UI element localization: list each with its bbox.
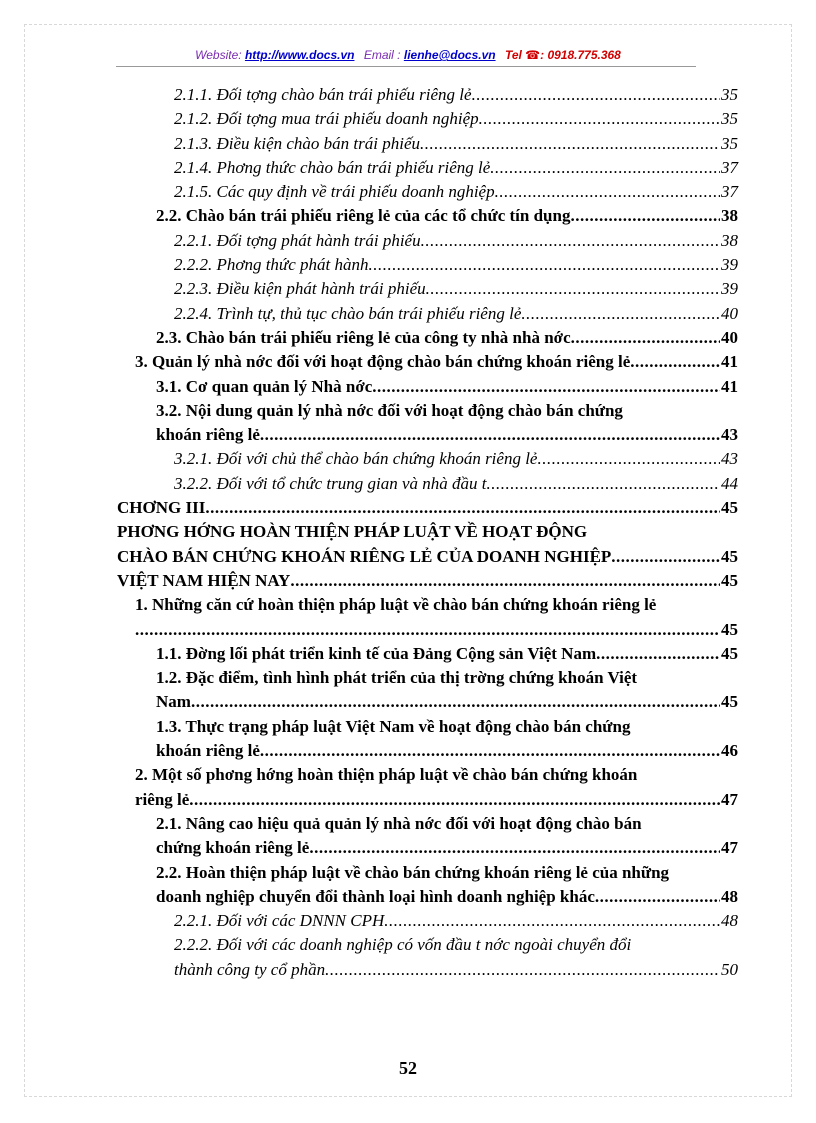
toc-entry: 2.2.1. Đối với các DNNN CPH ..... 48 [174, 909, 738, 933]
toc-page-number: 45 [721, 643, 738, 663]
toc-entry: 2.2.4. Trình tự, thủ tục chào bán trái phiếu riêng lẻ ..... 40 [174, 302, 738, 326]
page-number: 52 [399, 1058, 417, 1078]
toc-page-number: 48 [721, 886, 738, 906]
toc-entry: 2.1.4. Phơng thức chào bán trái phiếu riêng lẻ ..... 37 [174, 156, 738, 180]
toc-page-number: 45 [721, 692, 738, 712]
toc-page-number: 35 [721, 109, 738, 129]
toc-page-number: 38 [721, 230, 738, 250]
toc-entry: 2.2.1. Đối tợng phát hành trái phiếu ..... 38 [174, 229, 738, 253]
toc-entry: khoán riêng lẻ ..... 43 [156, 423, 738, 447]
toc-page-number: 39 [721, 279, 738, 299]
toc-page-number: 46 [721, 741, 738, 761]
toc-page-number: 44 [721, 473, 738, 493]
toc-page-number: 48 [721, 911, 738, 931]
website-link[interactable]: http://www.docs.vn [244, 48, 355, 62]
toc-entry-lead: 1. Những căn cứ hoàn thiện pháp luật về chào bán chứng khoán riêng lẻ [135, 595, 657, 615]
header-divider [116, 66, 696, 67]
phone-number: 0918.775.368 [547, 48, 621, 62]
toc-entry-lead: 2.1. Nâng cao hiệu quả quản lý nhà nớc đối với hoạt động chào bán [156, 813, 642, 833]
toc-entry: CHƠNG III ..... 45 [117, 496, 738, 520]
toc-page-number: 45 [721, 498, 738, 518]
toc-entry-lead: 1.3. Thực trạng pháp luật Việt Nam về hoạt động chào bán chứng [156, 716, 631, 736]
toc-entry: 3.1. Cơ quan quản lý Nhà nớc ..... 41 [156, 375, 738, 399]
toc-entry-lead: 1.2. Đặc điểm, tình hình phát triển của thị trờng chứng khoán Việt [156, 668, 638, 688]
phone-label: Tel ☎: [504, 48, 548, 62]
email-link[interactable]: lienhe@docs.vn [403, 48, 496, 62]
toc-entry-lead: 2.2. Hoàn thiện pháp luật về chào bán chứng khoán riêng lẻ của những [156, 862, 670, 882]
toc-entry: 2.1.3. Điều kiện chào bán trái phiếu ..... 35 [174, 132, 738, 156]
toc-page-number: 43 [721, 449, 738, 469]
toc-page-number: 43 [721, 425, 738, 445]
toc-entry: 3. Quản lý nhà nớc đối với hoạt động chào bán chứng khoán riêng lẻ ..... 41 [135, 350, 738, 374]
toc-entry: CHÀO BÁN CHỨNG KHOÁN RIÊNG LẺ CỦA DOANH NGHIỆP ..... 45 [117, 545, 738, 569]
toc-entry: 1.1. Đờng lối phát triển kinh tế của Đảng Cộng sản Việt Nam ..... 45 [156, 642, 738, 666]
toc-page-number: 41 [721, 352, 738, 372]
website-label: Website: [195, 48, 245, 62]
toc-page-number: 47 [721, 838, 738, 858]
toc-entry: chứng khoán riêng lẻ ..... 47 [156, 836, 738, 860]
toc-entry: Nam ..... 45 [156, 690, 738, 714]
toc-page-number: 41 [721, 376, 738, 396]
toc-entry: riêng lẻ ..... 47 [135, 788, 738, 812]
toc-page-number: 47 [721, 789, 738, 809]
toc-entry: 3.2.2. Đối với tổ chức trung gian và nhà đầu t ..... 44 [174, 472, 738, 496]
page-header [0, 48, 816, 62]
toc-page-number: 35 [721, 133, 738, 153]
table-of-contents [0, 83, 816, 982]
toc-entry-lead: PHƠNG HỚNG HOÀN THIỆN PHÁP LUẬT VỀ HOẠT ĐỘNG [117, 522, 588, 542]
toc-entry: VIỆT NAM HIỆN NAY ..... 45 [117, 569, 738, 593]
toc-entry-lead: 2. Một số phơng hớng hoàn thiện pháp luật về chào bán chứng khoán [135, 765, 638, 785]
toc-page-number: 39 [721, 255, 738, 275]
toc-entry [135, 618, 738, 642]
toc-entry-lead: 2.2.2. Đối với các doanh nghiệp có vốn đầu t nớc ngoài chuyển đổi [174, 935, 632, 955]
toc-page-number: 45 [721, 546, 738, 566]
toc-page-number: 45 [721, 619, 738, 639]
toc-entry: 2.2.2. Phơng thức phát hành ..... 39 [174, 253, 738, 277]
toc-entry: doanh nghiệp chuyển đổi thành loại hình doanh nghiệp khác ..... 48 [156, 885, 738, 909]
toc-page-number: 50 [721, 959, 738, 979]
toc-entry: 2.1.2. Đối tợng mua trái phiếu doanh nghiệp ..... 35 [174, 107, 738, 131]
toc-entry: khoán riêng lẻ ..... 46 [156, 739, 738, 763]
toc-page-number: 45 [721, 570, 738, 590]
toc-entry: thành công ty cổ phần ..... 50 [174, 958, 738, 982]
toc-entry: 3.2.1. Đối với chủ thể chào bán chứng khoán riêng lẻ ..... 43 [174, 447, 738, 471]
toc-entry-lead: 3.2. Nội dung quản lý nhà nớc đối với hoạt động chào bán chứng [156, 400, 623, 420]
toc-entry: 2.2. Chào bán trái phiếu riêng lẻ của các tổ chức tín dụng ..... 38 [156, 204, 738, 228]
email-label: Email : [363, 48, 404, 62]
toc-page-number: 38 [721, 206, 738, 226]
toc-page-number: 37 [721, 182, 738, 202]
toc-entry: 2.2.3. Điều kiện phát hành trái phiếu ..... 39 [174, 277, 738, 301]
toc-page-number: 37 [721, 157, 738, 177]
toc-entry: 2.1.5. Các quy định về trái phiếu doanh nghiệp ..... 37 [174, 180, 738, 204]
toc-page-number: 40 [721, 303, 738, 323]
toc-page-number: 35 [721, 85, 738, 104]
toc-entry: 2.1.1. Đối tợng chào bán trái phiếu riêng lẻ ..... 35 [174, 83, 738, 107]
toc-entry: 2.3. Chào bán trái phiếu riêng lẻ của công ty nhà nhà nớc ..... 40 [156, 326, 738, 350]
toc-page-number: 40 [721, 327, 738, 347]
